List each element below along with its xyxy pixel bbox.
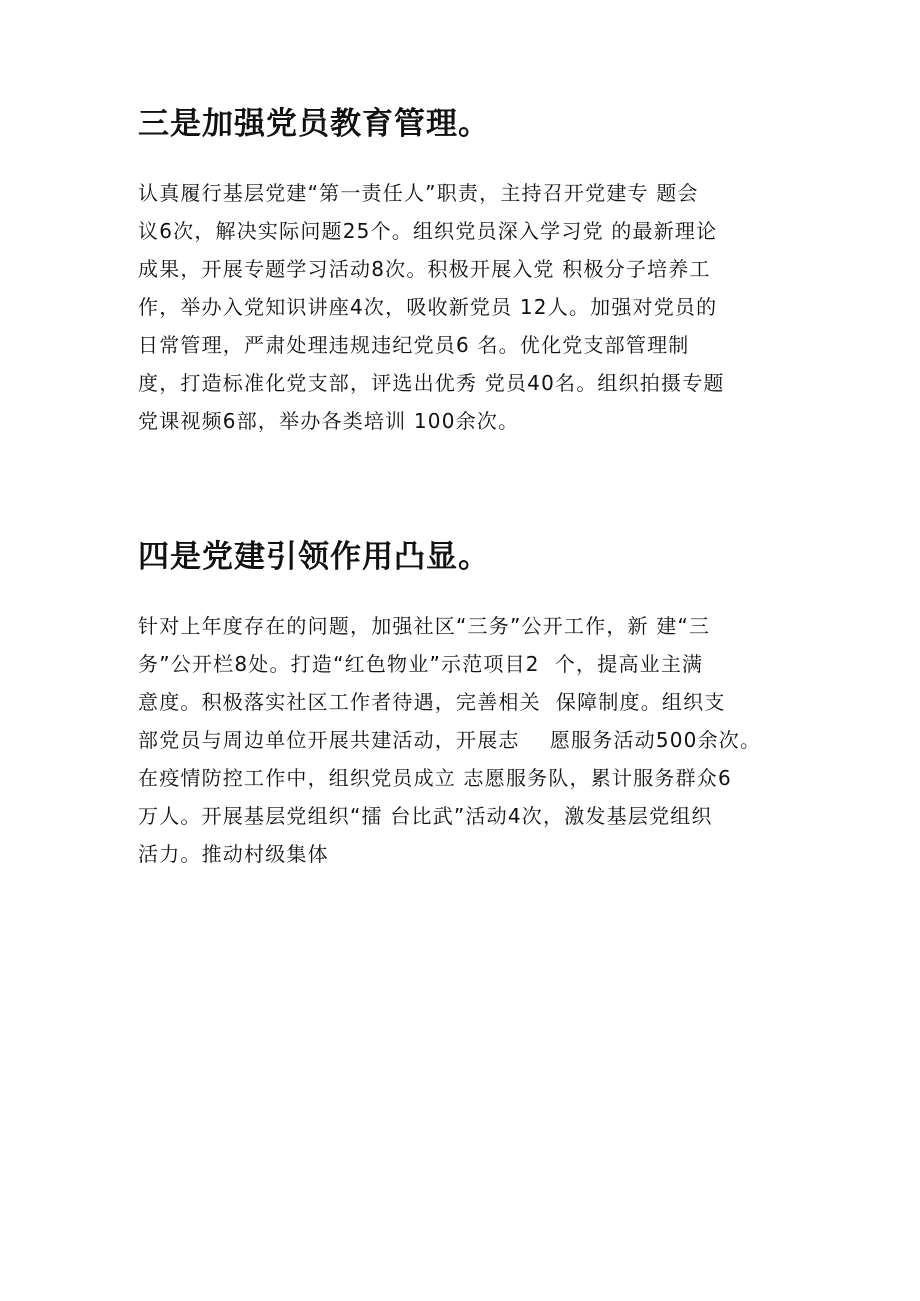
paragraph-line: 在疫情防控工作中，组织党员成立 志愿服务队，累计服务群众6: [138, 766, 732, 790]
paragraph-line: 度，打造标准化党支部，评选出优秀 党员40名。组织拍摄专题: [138, 371, 725, 395]
paragraph-line: 部党员与周边单位开展共建活动，开展志 愿服务活动500余次。: [138, 728, 762, 752]
section-body: [138, 607, 818, 873]
paragraph-line: 议6次，解决实际问题25个。组织党员深入学习党 的最新理论: [138, 219, 718, 243]
section-party-leadership: [138, 535, 818, 873]
section-heading: 三是加强党员教育管理。: [138, 106, 490, 142]
paragraph-line: 日常管理，严肃处理违规违纪党员6 名。优化党支部管理制: [138, 333, 690, 357]
paragraph-line: 认真履行基层党建“第一责任人”职责，主持召开党建专 题会: [138, 181, 699, 205]
paragraph-line: 意度。积极落实社区工作者待遇，完善相关 保障制度。组织支: [138, 690, 726, 714]
section-heading: 四是党建引领作用凸显。: [138, 539, 490, 575]
paragraph-line: 针对上年度存在的问题，加强社区“三务”公开工作，新 建“三: [138, 614, 711, 638]
section-party-member-education: [138, 102, 818, 440]
section-body: [138, 174, 818, 440]
paragraph-line: 万人。开展基层党组织“擂 台比武”活动4次，激发基层党组织: [138, 804, 713, 828]
paragraph-line: 活力。推动村级集体: [138, 842, 329, 866]
paragraph-line: 务”公开栏8处。打造“红色物业”示范项目2 个，提高业主满: [138, 652, 704, 676]
paragraph-line: 成果，开展专题学习活动8次。积极开展入党 积极分子培养工: [138, 257, 711, 281]
paragraph-line: 党课视频6部，举办各类培训 100余次。: [138, 409, 520, 433]
paragraph-line: 作，举办入党知识讲座4次，吸收新党员 12人。加强对党员的: [138, 295, 718, 319]
